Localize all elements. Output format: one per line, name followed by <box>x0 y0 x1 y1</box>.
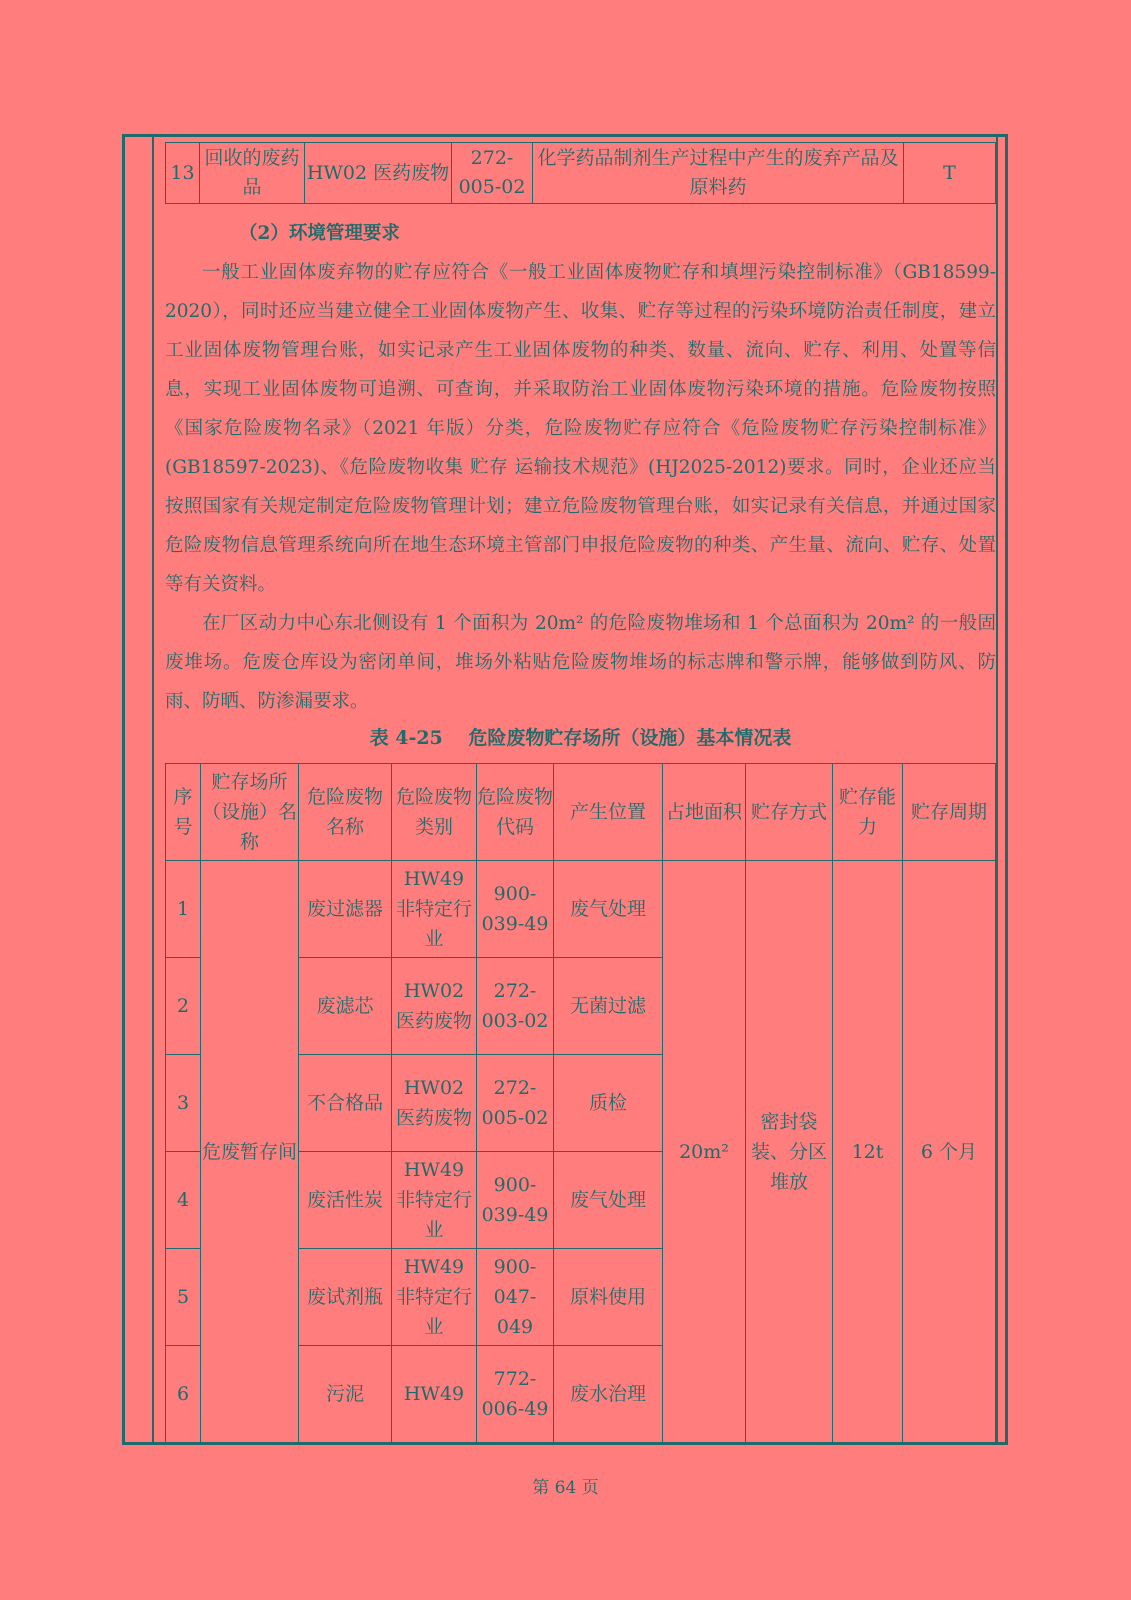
cell-category: HW02 医药废物 <box>392 958 477 1055</box>
cell-category: HW49 非特定行业 <box>392 1152 477 1249</box>
header-period: 贮存周期 <box>903 764 996 861</box>
cell-category: HW49 非特定行业 <box>392 1249 477 1346</box>
cell-category: HW49 <box>392 1346 477 1443</box>
section-heading: （2）环境管理要求 <box>239 223 400 244</box>
table-row <box>166 143 996 204</box>
frame-inner-right-line <box>996 134 998 1445</box>
header-waste-name: 危险废物名称 <box>299 764 392 861</box>
cell-location: 原料使用 <box>554 1249 663 1346</box>
frame-inner-left-line <box>152 134 154 1445</box>
cell-code: 272-003-02 <box>477 958 554 1055</box>
cell-seq: 1 <box>166 861 201 958</box>
table-caption: 表 4-25 危险废物贮存场所（设施）基本情况表 <box>369 727 792 749</box>
cell-period: 6 个月 <box>903 861 996 1443</box>
cell-waste-name: 废过滤器 <box>299 861 392 958</box>
table-row <box>166 861 996 958</box>
cell-facility: 危废暂存间 <box>201 861 299 1443</box>
cell-code: 272-005-02 <box>477 1055 554 1152</box>
cell-code: 900-039-49 <box>477 861 554 958</box>
hazardous-storage-table <box>165 763 996 1443</box>
cell-name: 回收的废药品 <box>200 143 305 204</box>
cell-category: HW02 医药废物 <box>392 1055 477 1152</box>
cell-seq: 13 <box>166 143 200 204</box>
cell-waste-name: 废活性炭 <box>299 1152 392 1249</box>
cell-location: 废水治理 <box>554 1346 663 1443</box>
cell-waste-name: 不合格品 <box>299 1055 392 1152</box>
cell-category: HW49 非特定行业 <box>392 861 477 958</box>
cell-location: 废气处理 <box>554 861 663 958</box>
cell-code: 900-047-049 <box>477 1249 554 1346</box>
cell-seq: 2 <box>166 958 201 1055</box>
cell-waste-name: 废滤芯 <box>299 958 392 1055</box>
cell-storage-method: 密封袋装、分区堆放 <box>746 861 833 1443</box>
cell-waste-name: 废试剂瓶 <box>299 1249 392 1346</box>
previous-table-tail <box>165 142 996 204</box>
cell-code: 272-005-02 <box>452 143 533 204</box>
cell-seq: 5 <box>166 1249 201 1346</box>
cell-seq: 4 <box>166 1152 201 1249</box>
cell-code: 772-006-49 <box>477 1346 554 1443</box>
cell-seq: 3 <box>166 1055 201 1152</box>
header-storage-method: 贮存方式 <box>746 764 833 861</box>
header-facility: 贮存场所（设施）名称 <box>201 764 299 861</box>
cell-capacity: 12t <box>833 861 903 1443</box>
cell-code: 900-039-49 <box>477 1152 554 1249</box>
cell-property: T <box>904 143 996 204</box>
cell-location: 无菌过滤 <box>554 958 663 1055</box>
body-text <box>165 214 996 721</box>
cell-source: 化学药品制剂生产过程中产生的废弃产品及原料药 <box>533 143 904 204</box>
cell-category: HW02 医药废物 <box>305 143 452 204</box>
header-seq: 序号 <box>166 764 201 861</box>
cell-location: 废气处理 <box>554 1152 663 1249</box>
header-location: 产生位置 <box>554 764 663 861</box>
cell-area: 20m² <box>663 861 746 1443</box>
paragraph-2: 在厂区动力中心东北侧设有 1 个面积为 20m² 的危险废物堆场和 1 个总面积为 20m² 的一般固废堆场。危废仓库设为密闭单间，堆场外粘贴危险废物堆场的标志牌和警示牌，能够做到防风、防雨、防晒、防渗漏要求。 <box>165 613 996 712</box>
header-capacity: 贮存能力 <box>833 764 903 861</box>
header-category: 危险废物类别 <box>392 764 477 861</box>
cell-location: 质检 <box>554 1055 663 1152</box>
table-header-row <box>166 764 996 861</box>
header-area: 占地面积 <box>663 764 746 861</box>
cell-seq: 6 <box>166 1346 201 1443</box>
page-number: 第 64 页 <box>532 1478 599 1498</box>
paragraph-1: 一般工业固体废弃物的贮存应符合《一般工业固体废物贮存和填埋污染控制标准》（GB18599-2020），同时还应当建立健全工业固体废物产生、收集、贮存等过程的污染环境防治责任制度，建立工业固体废物管理台账，如实记录产生工业固体废物的种类、数量、流向、贮存、利用、处置等信息，实现工业固体废物可追溯、可查询，并采取防治工业固体废物污染环境的措施。危险废物按照《国家危险废物名录》（2021 年版）分类，危险废物贮存应符合《危险废物贮存污染控制标准》(GB18597-2023)、《危险废物收集 贮存 运输技术规范》(HJ2025-2012)要求。同时，企业还应当按照国家有关规定制定危险废物管理计划；建立危险废物管理台账，如实记录有关信息，并通过国家危险废物信息管理系统向所在地生态环境主管部门申报危险废物的种类、产生量、流向、贮存、处置等有关资料。 <box>165 262 996 595</box>
header-code: 危险废物代码 <box>477 764 554 861</box>
cell-waste-name: 污泥 <box>299 1346 392 1443</box>
